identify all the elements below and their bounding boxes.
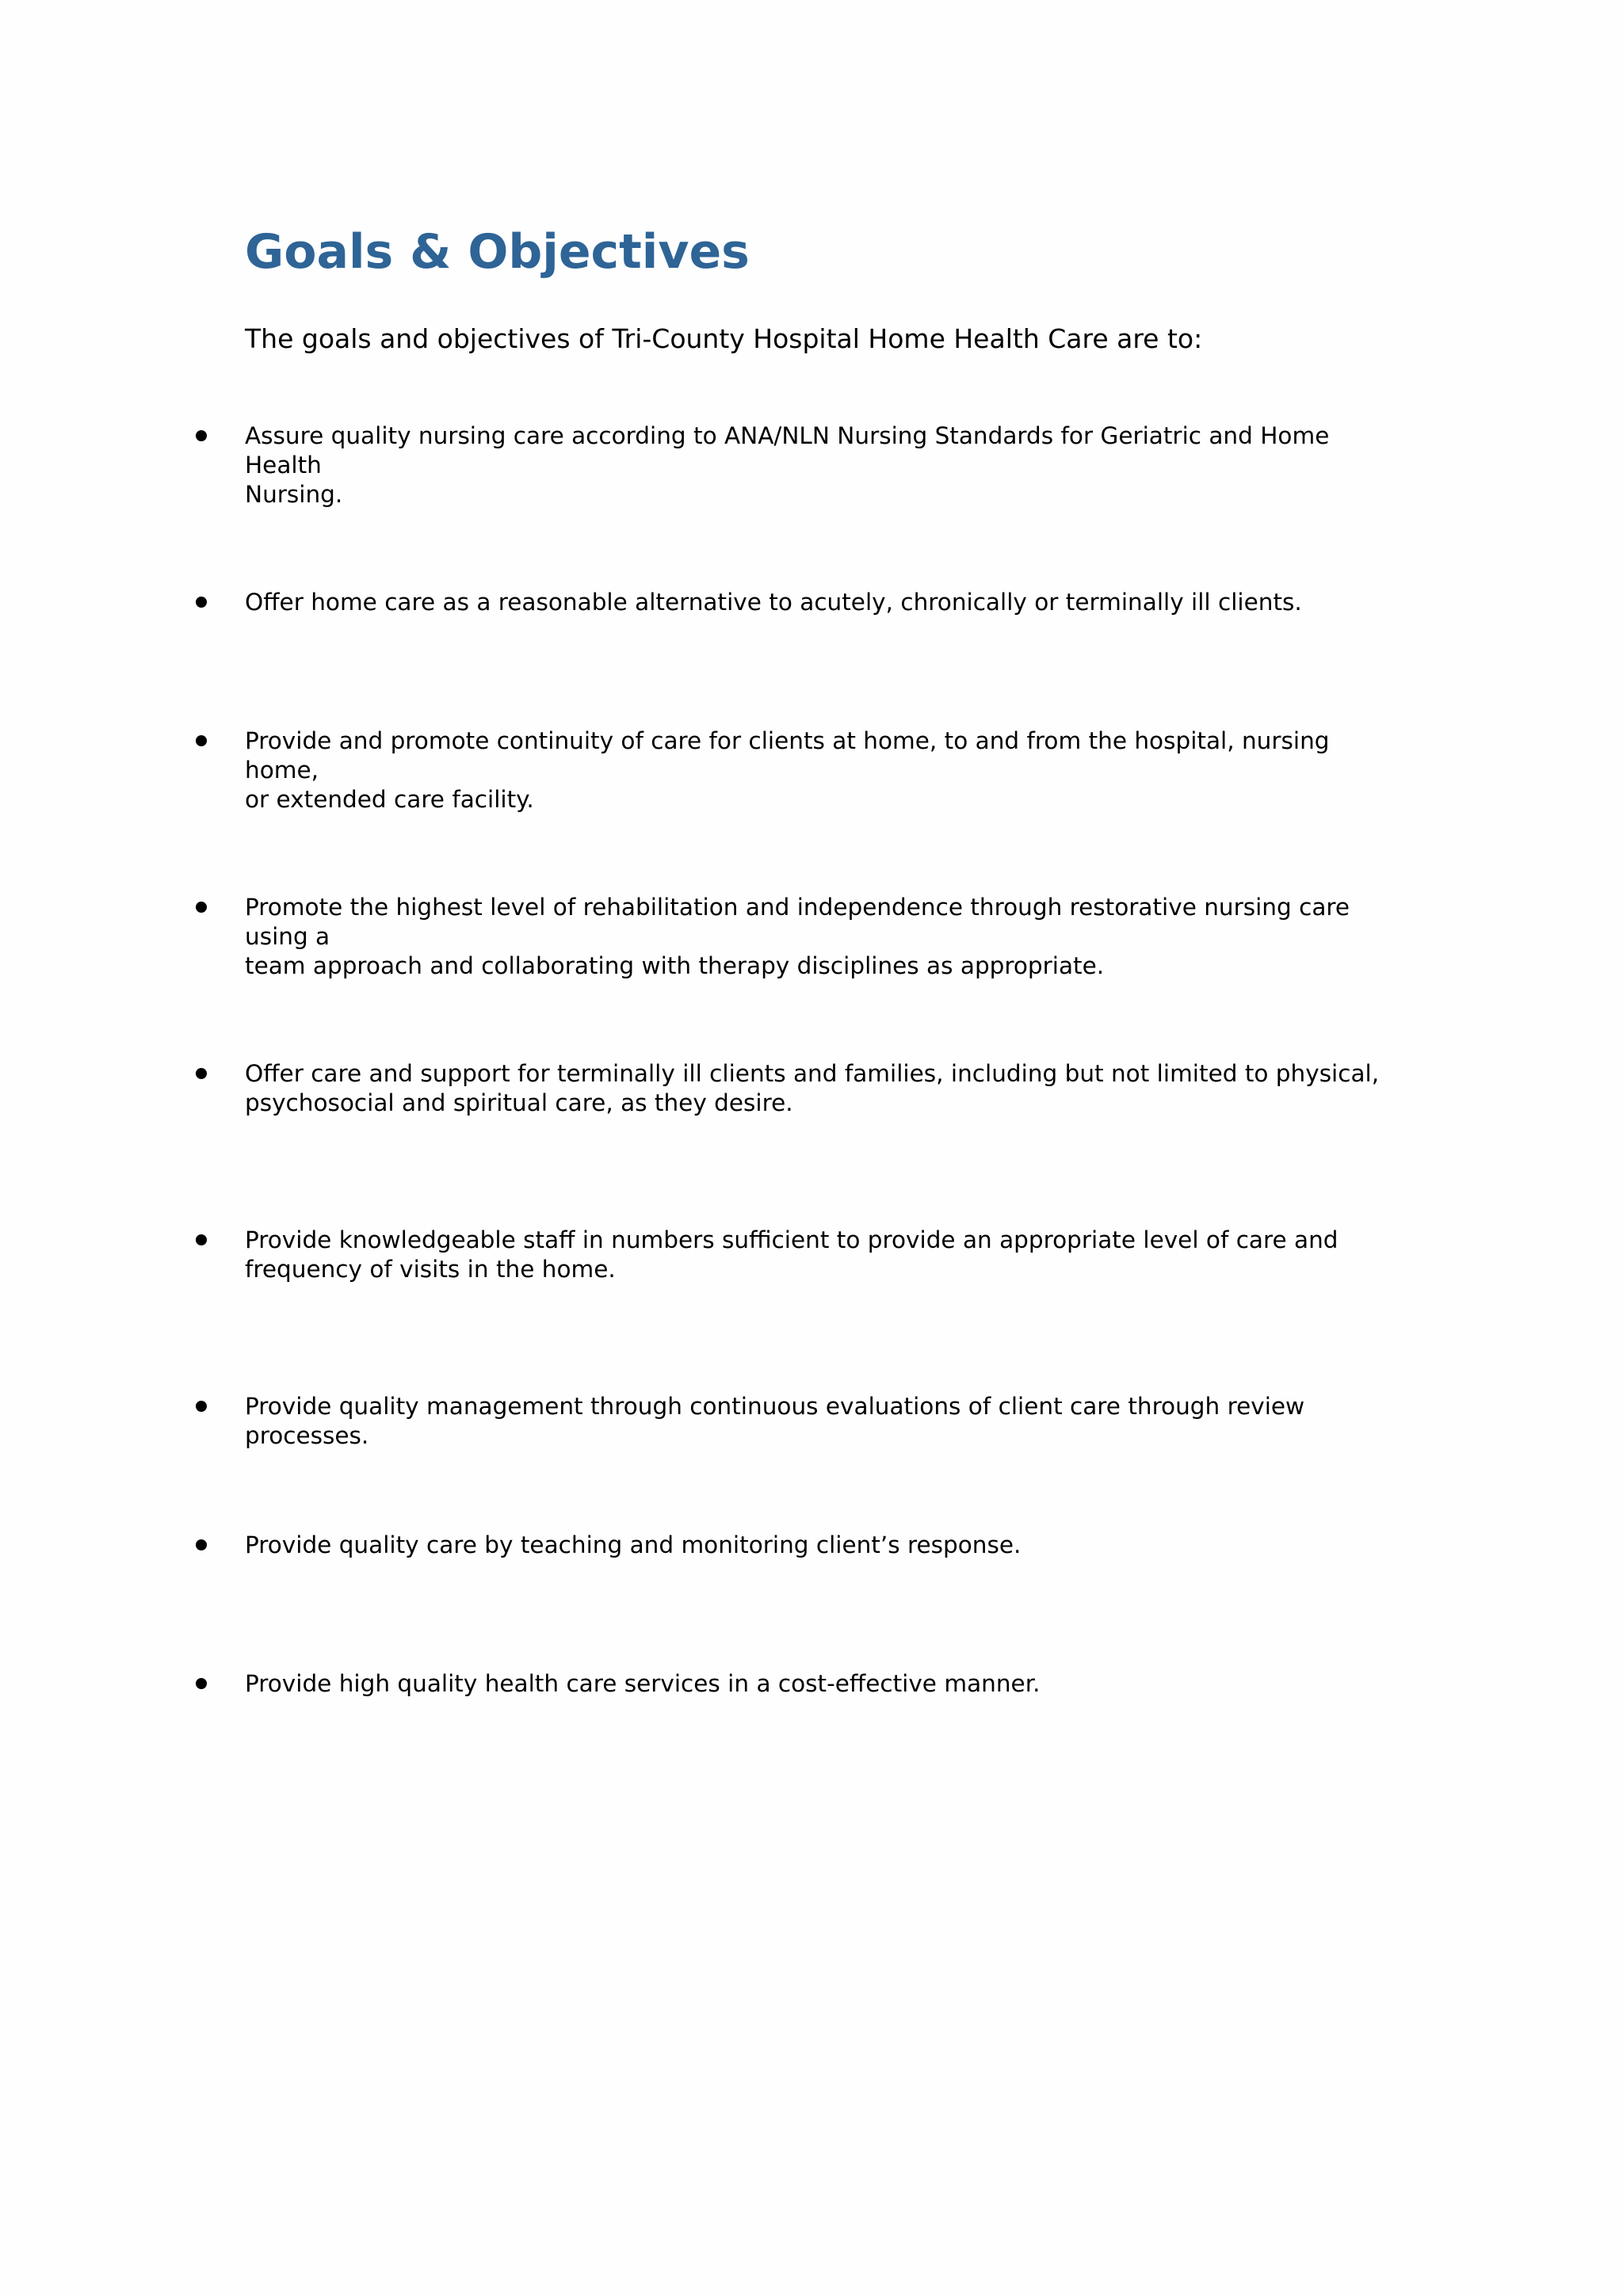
goal-line: Provide quality care by teaching and monitoring client’s response. bbox=[245, 1531, 1022, 1558]
goal-line: Provide quality management through continuous evaluations of client care through review processes. bbox=[245, 1393, 1305, 1449]
goal-line: Assure quality nursing care according to ANA/NLN Nursing Standards for Geriatric and Home Health bbox=[245, 422, 1330, 479]
goal-text bbox=[245, 1531, 1410, 1560]
goal-line: Provide and promote continuity of care for clients at home, to and from the hospital, nursing home, bbox=[245, 727, 1330, 784]
goal-text bbox=[245, 1226, 1410, 1284]
goal-line: frequency of visits in the home. bbox=[245, 1256, 616, 1283]
goal-text bbox=[245, 588, 1410, 617]
goal-line: team approach and collaborating with therapy disciplines as appropriate. bbox=[245, 952, 1105, 979]
bullet-icon bbox=[196, 430, 207, 441]
intro-text: The goals and objectives of Tri-County Hospital Home Health Care are to: bbox=[245, 323, 1203, 354]
goal-text bbox=[245, 893, 1410, 981]
bullet-icon bbox=[196, 1401, 207, 1412]
bullet-icon bbox=[196, 735, 207, 746]
bullet-icon bbox=[196, 1539, 207, 1550]
goal-line: Offer home care as a reasonable alternative to acutely, chronically or terminally ill clients. bbox=[245, 589, 1302, 616]
goal-line: Provide high quality health care services in a cost-effective manner. bbox=[245, 1670, 1041, 1697]
bullet-icon bbox=[196, 1068, 207, 1079]
goal-text bbox=[245, 727, 1410, 814]
goal-text bbox=[245, 1059, 1410, 1118]
page-title: Goals & Objectives bbox=[245, 224, 750, 280]
goal-line: Provide knowledgeable staff in numbers sufficient to provide an appropriate level of care and bbox=[245, 1226, 1338, 1253]
goal-line: Offer care and support for terminally ill clients and families, including but not limited to physical, bbox=[245, 1060, 1380, 1087]
bullet-icon bbox=[196, 902, 207, 913]
bullet-icon bbox=[196, 597, 207, 608]
goal-line: Nursing. bbox=[245, 481, 343, 508]
goal-line: or extended care facility. bbox=[245, 786, 534, 813]
goal-text bbox=[245, 1392, 1410, 1451]
bullet-icon bbox=[196, 1234, 207, 1245]
goal-line: psychosocial and spiritual care, as they desire. bbox=[245, 1089, 793, 1116]
bullet-icon bbox=[196, 1678, 207, 1689]
goal-line: Promote the highest level of rehabilitation and independence through restorative nursing care using a bbox=[245, 894, 1350, 950]
goal-text bbox=[245, 421, 1410, 509]
goal-text bbox=[245, 1669, 1410, 1699]
